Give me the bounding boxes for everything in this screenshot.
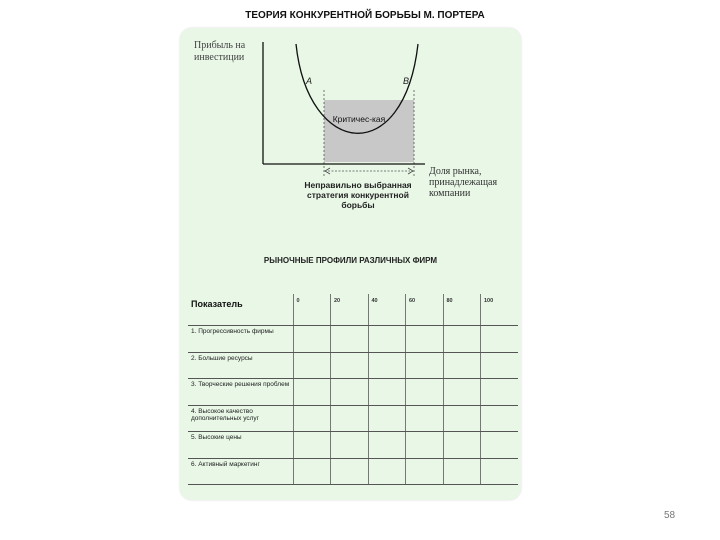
table-cell	[443, 432, 481, 459]
table-cell	[406, 326, 444, 353]
table-cell	[481, 458, 519, 485]
table-cell	[406, 352, 444, 379]
table-cell	[331, 405, 369, 432]
indicator-label: 4. Высокое качество дополнительных услуг	[188, 405, 293, 432]
table-cell	[368, 405, 406, 432]
content-panel	[180, 28, 521, 500]
scale-header: 80	[443, 294, 481, 326]
table-cell	[443, 458, 481, 485]
table-cell	[443, 326, 481, 353]
page-number: 58	[664, 510, 676, 521]
indicator-label: 3. Творческие решения проблем	[188, 379, 293, 406]
point-b-label: В	[403, 76, 410, 86]
table-row	[188, 326, 518, 353]
table-cell	[443, 405, 481, 432]
market-profiles-table	[188, 294, 518, 485]
table-cell	[406, 458, 444, 485]
table-cell	[406, 432, 444, 459]
table-cell	[481, 432, 519, 459]
table-cell	[481, 405, 519, 432]
indicator-column-header: Показатель	[188, 294, 293, 326]
table-row	[188, 352, 518, 379]
table-cell	[331, 458, 369, 485]
scale-header: 40	[368, 294, 406, 326]
table-cell	[331, 379, 369, 406]
table-cell	[368, 458, 406, 485]
table-cell	[293, 405, 331, 432]
slide-title: ТЕОРИЯ КОНКУРЕНТНОЙ БОРЬБЫ М. ПОРТЕРА	[245, 10, 485, 21]
scale-header: 60	[406, 294, 444, 326]
indicator-label: 1. Прогрессивность фирмы	[188, 326, 293, 353]
y-axis-label: Прибыль на инвестиции	[194, 40, 246, 63]
table-cell	[368, 379, 406, 406]
table-row	[188, 432, 518, 459]
table-cell	[331, 352, 369, 379]
scale-header: 0	[293, 294, 331, 326]
table-row	[188, 379, 518, 406]
table-row	[188, 405, 518, 432]
indicator-label: 5. Высокие цены	[188, 432, 293, 459]
table-cell	[293, 432, 331, 459]
critical-zone-shading	[324, 100, 414, 162]
indicator-label: 2. Большие ресурсы	[188, 352, 293, 379]
table-cell	[368, 432, 406, 459]
table-cell	[481, 352, 519, 379]
critical-zone-label: Критичес-кая	[332, 114, 386, 124]
table-cell	[293, 379, 331, 406]
table-cell	[368, 352, 406, 379]
indicator-label: 6. Активный маркетинг	[188, 458, 293, 485]
table-cell	[443, 379, 481, 406]
table-cell	[331, 432, 369, 459]
table-cell	[406, 405, 444, 432]
table-cell	[406, 379, 444, 406]
table-cell	[293, 352, 331, 379]
table-cell	[481, 326, 519, 353]
table-cell	[443, 352, 481, 379]
table-row	[188, 458, 518, 485]
table-cell	[331, 326, 369, 353]
wrong-strategy-label: Неправильно выбранная стратегия конкурентной борьбы	[304, 180, 412, 210]
profiles-heading: РЫНОЧНЫЕ ПРОФИЛИ РАЗЛИЧНЫХ ФИРМ	[263, 256, 438, 265]
point-a-label: А	[306, 76, 313, 86]
table-cell	[368, 326, 406, 353]
table-cell	[293, 326, 331, 353]
scale-header: 20	[331, 294, 369, 326]
table-cell	[293, 458, 331, 485]
table-cell	[481, 379, 519, 406]
table-header-row	[188, 294, 518, 326]
scale-header: 100	[481, 294, 519, 326]
x-axis-label: Доля рынка, принадлежащая компании	[429, 166, 498, 199]
